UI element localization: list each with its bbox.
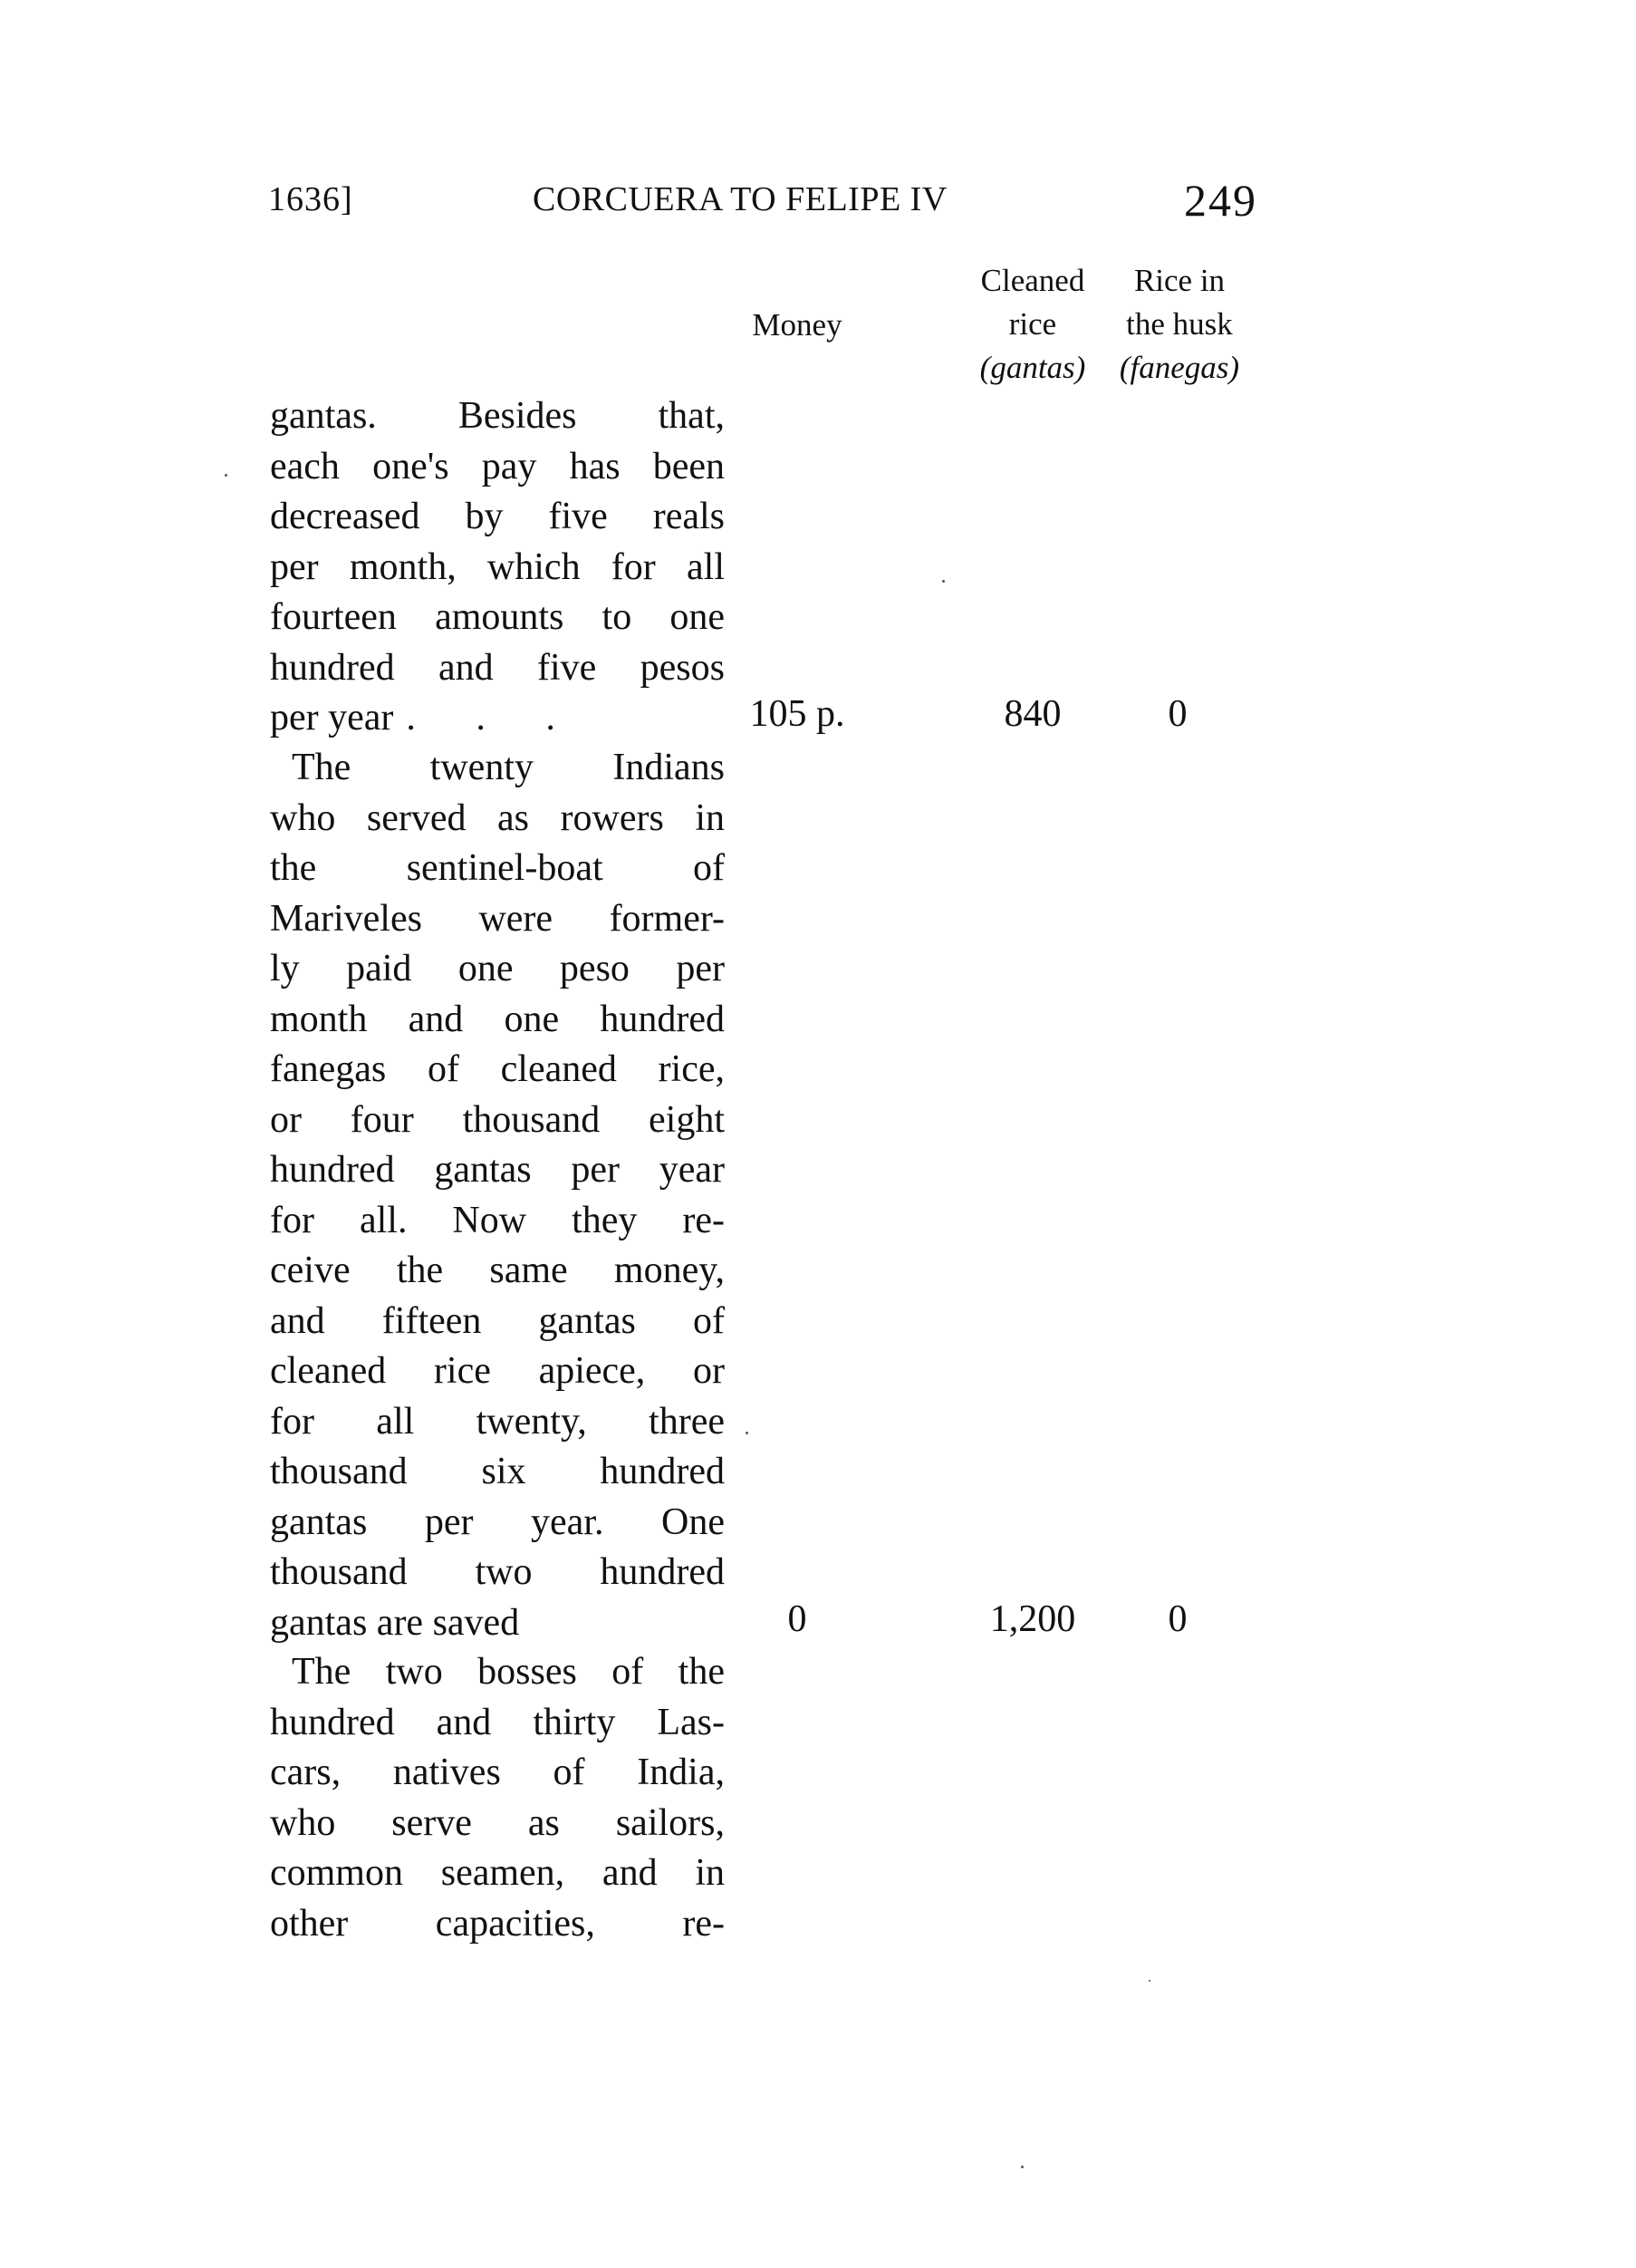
- text-line: and fifteen gantas of: [270, 1299, 725, 1342]
- column-header-rice-line2: rice: [1008, 306, 1057, 342]
- column-header-money: [725, 304, 870, 347]
- text-line: for all twenty, three: [270, 1400, 725, 1443]
- text-line: the sentinel-boat of: [270, 847, 725, 889]
- text-line: fourteen amounts to one: [270, 596, 725, 638]
- text-line: hundred and five pesos: [270, 646, 725, 689]
- entry-1-money: 105 p.: [749, 693, 845, 735]
- leader-dots: . . .: [406, 697, 581, 738]
- text-line: gantas are saved: [270, 1601, 520, 1644]
- text-line: decreased by five reals: [270, 496, 725, 537]
- text-line: per year: [270, 697, 394, 738]
- text-line: per month, which for all: [270, 545, 725, 588]
- entry-2-rice-in-husk: 0: [1168, 1598, 1188, 1640]
- text-line: thousand two hundred: [270, 1551, 725, 1593]
- scan-speck: [225, 474, 227, 477]
- column-header-husk-line1: Rice in: [1133, 263, 1226, 298]
- column-header-husk-line2: the husk: [1126, 306, 1233, 342]
- text-line: common seamen, and in: [270, 1852, 725, 1894]
- text-line: other capacities, re-: [270, 1902, 725, 1945]
- text-line: who serve as sailors,: [270, 1801, 725, 1844]
- scan-speck: [1021, 2166, 1024, 2168]
- entry-2-money: 0: [787, 1598, 807, 1640]
- scan-speck: [942, 580, 945, 583]
- entry-paragraph-3: [270, 1647, 725, 1949]
- column-header-husk-unit: (fanegas): [1119, 350, 1240, 385]
- column-header-rice-line1: Cleaned: [980, 263, 1085, 298]
- entry-1-rice-in-husk: 0: [1168, 693, 1188, 735]
- scan-speck: [1149, 1980, 1150, 1982]
- text-line: The twenty Indians: [292, 747, 725, 788]
- text-line: for all. Now they re-: [270, 1199, 725, 1241]
- text-line: fanegas of cleaned rice,: [270, 1048, 725, 1090]
- entry-paragraph-1: [270, 391, 725, 744]
- text-line: or four thousand eight: [270, 1098, 725, 1141]
- text-line: hundred and thirty Las-: [270, 1701, 725, 1743]
- text-line: cars, natives of India,: [270, 1752, 725, 1793]
- text-line: hundred gantas per year: [270, 1149, 725, 1191]
- text-line: ly paid one peso per: [270, 948, 725, 989]
- page-number: 249: [1184, 175, 1257, 226]
- column-header-rice-unit: (gantas): [979, 350, 1086, 385]
- text-line: ceive the same money,: [270, 1250, 725, 1291]
- scan-speck: [746, 1432, 748, 1434]
- text-line: gantas. Besides that,: [270, 395, 725, 437]
- text-line: who served as rowers in: [270, 796, 725, 839]
- text-line: thousand six hundred: [270, 1451, 725, 1492]
- text-line: cleaned rice apiece, or: [270, 1350, 725, 1392]
- text-line: month and one hundred: [270, 998, 725, 1040]
- column-header-cleaned-rice: [956, 259, 1110, 390]
- text-line: Mariveles were former-: [270, 897, 725, 940]
- text-line: The two bosses of the: [292, 1651, 725, 1693]
- text-line: gantas per year. One: [270, 1501, 725, 1543]
- entry-1-cleaned-rice: 840: [1004, 693, 1062, 735]
- column-header-money-label: Money: [752, 307, 842, 343]
- entry-paragraph-2: [270, 743, 725, 1648]
- column-header-rice-in-husk: [1103, 259, 1256, 390]
- running-head: [0, 174, 1636, 228]
- text-line: each one's pay has been: [270, 445, 725, 487]
- text-line-with-leader: [270, 693, 725, 744]
- running-head-title: CORCUERA TO FELIPE IV: [533, 180, 948, 218]
- running-head-year: 1636]: [268, 180, 353, 218]
- entry-2-cleaned-rice: 1,200: [989, 1598, 1076, 1640]
